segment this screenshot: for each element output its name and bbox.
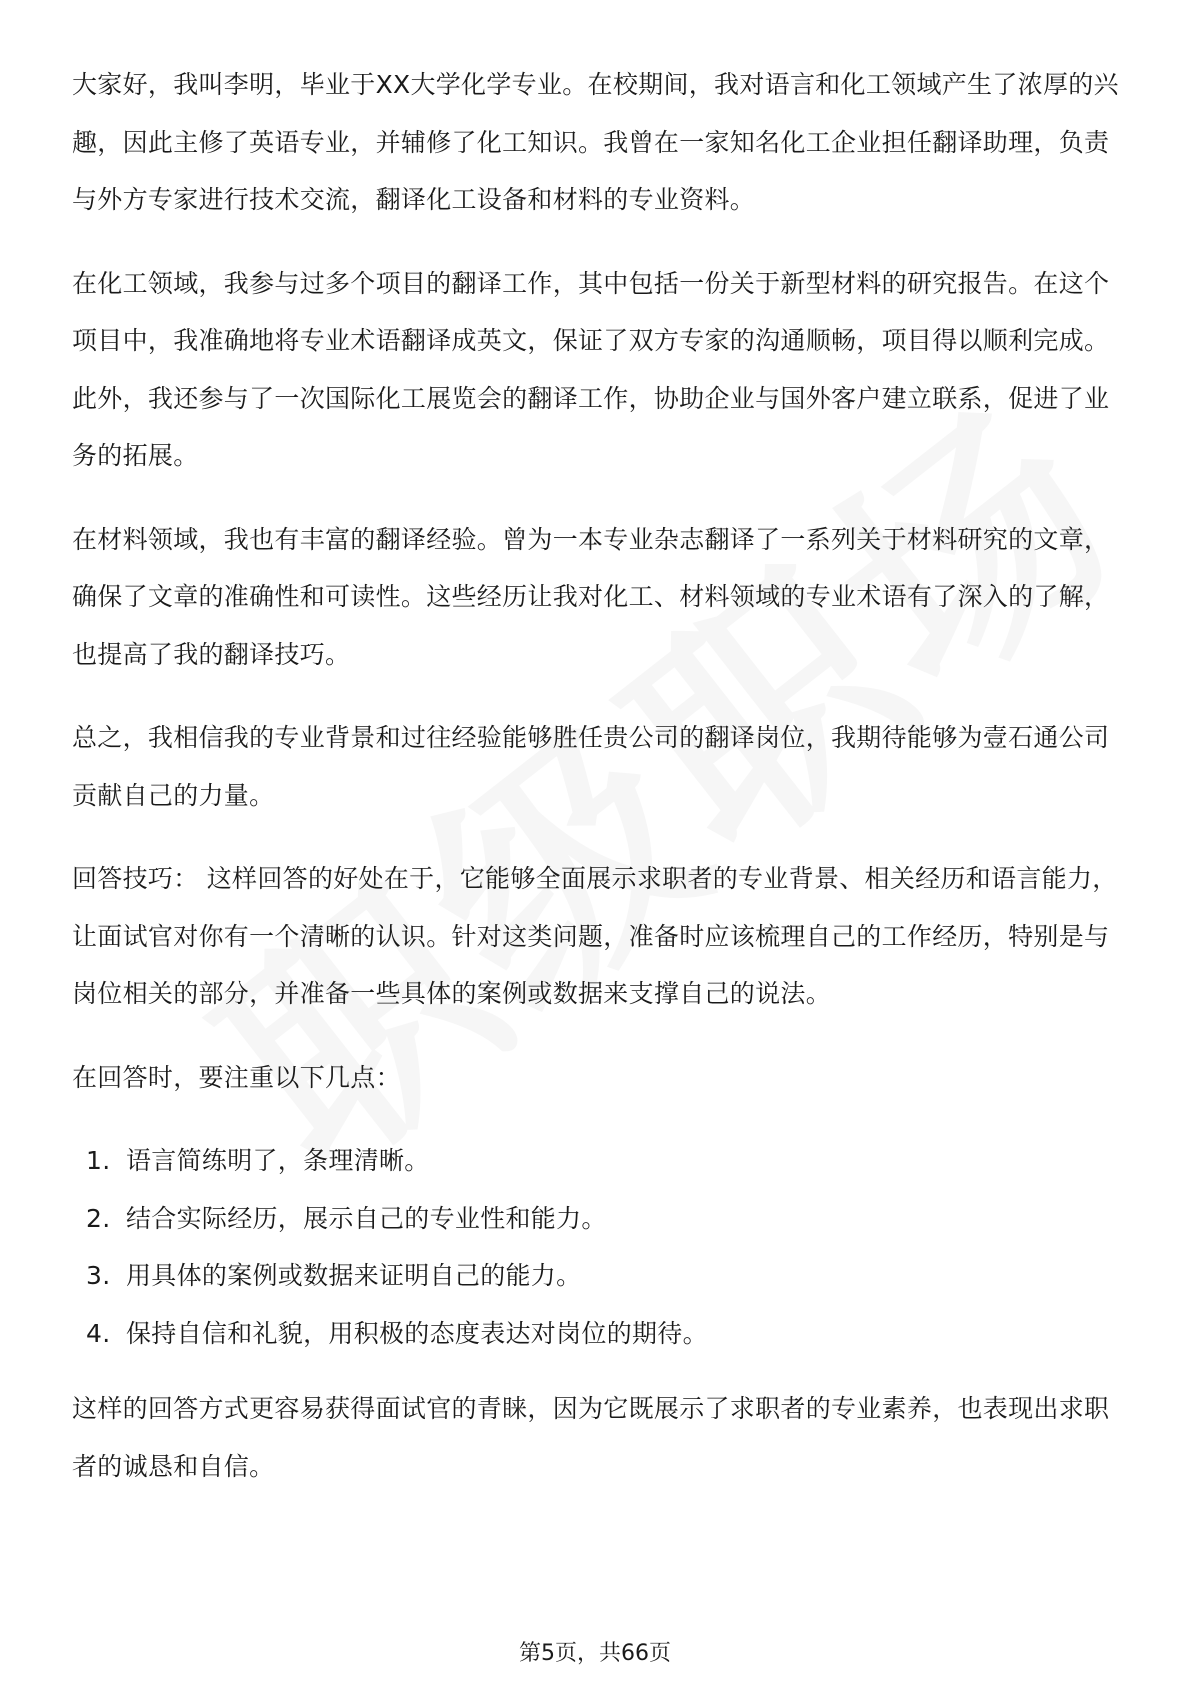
list-item — [72, 1247, 1122, 1305]
list-item-number: 2. — [86, 1203, 111, 1233]
document-body — [72, 56, 1122, 1521]
paragraph-chemical-field: 在化工领域，我参与过多个项目的翻译工作，其中包括一份关于新型材料的研究报告。在这个项目中，我准确地将专业术语翻译成英文，保证了双方专家的沟通顺畅，项目得以顺利完成。此外，我还参与了一次国际化工展览会的翻译工作，协助企业与国外客户建立联系，促进了业务的拓展。 — [72, 268, 1110, 470]
list-item-text: 结合实际经历，展示自己的专业性和能力。 — [126, 1203, 607, 1233]
list-item-text: 语言简练明了，条理清晰。 — [126, 1146, 430, 1175]
paragraph-answer-tips: 回答技巧： 这样回答的好处在于，它能够全面展示求职者的专业背景、相关经历和语言能力，让面试官对你有一个清晰的认识。针对这类问题，准备时应该梳理自己的工作经历，特别是与岗位相关的部分，并准备一些具体的案例或数据来支撑自己的说法。 — [72, 864, 1118, 1008]
list-item-number: 1. — [86, 1146, 111, 1175]
list-item — [72, 1190, 1122, 1248]
list-item — [72, 1132, 1122, 1190]
list-item-number: 4. — [86, 1318, 111, 1348]
list-item-number: 3. — [86, 1261, 111, 1290]
list-item-text: 用具体的案例或数据来证明自己的能力。 — [126, 1261, 582, 1290]
paragraph-points-intro: 在回答时，要注重以下几点： — [72, 1062, 401, 1092]
paragraph-summary: 总之，我相信我的专业背景和过往经验能够胜任贵公司的翻译岗位，我期待能够为壹石通公司贡献自己的力量。 — [72, 723, 1110, 810]
tips-list — [72, 1132, 1122, 1362]
page-footer: 第5页，共66页 — [519, 1641, 671, 1666]
list-item-text: 保持自信和礼貌，用积极的态度表达对岗位的期待。 — [126, 1318, 708, 1348]
paragraph-closing: 这样的回答方式更容易获得面试官的青睐，因为它既展示了求职者的专业素养，也表现出求职者的诚恳和自信。 — [72, 1394, 1110, 1481]
list-item — [72, 1305, 1122, 1363]
paragraph-intro: 大家好，我叫李明，毕业于XX大学化学专业。在校期间，我对语言和化工领域产生了浓厚的兴趣，因此主修了英语专业，并辅修了化工知识。我曾在一家知名化工企业担任翻译助理，负责与外方专家进行技术交流，翻译化工设备和材料的专业资料。 — [72, 70, 1119, 214]
paragraph-materials-field: 在材料领域，我也有丰富的翻译经验。曾为一本专业杂志翻译了一系列关于材料研究的文章，确保了文章的准确性和可读性。这些经历让我对化工、材料领域的专业术语有了深入的了解，也提高了我的翻译技巧。 — [72, 524, 1110, 669]
